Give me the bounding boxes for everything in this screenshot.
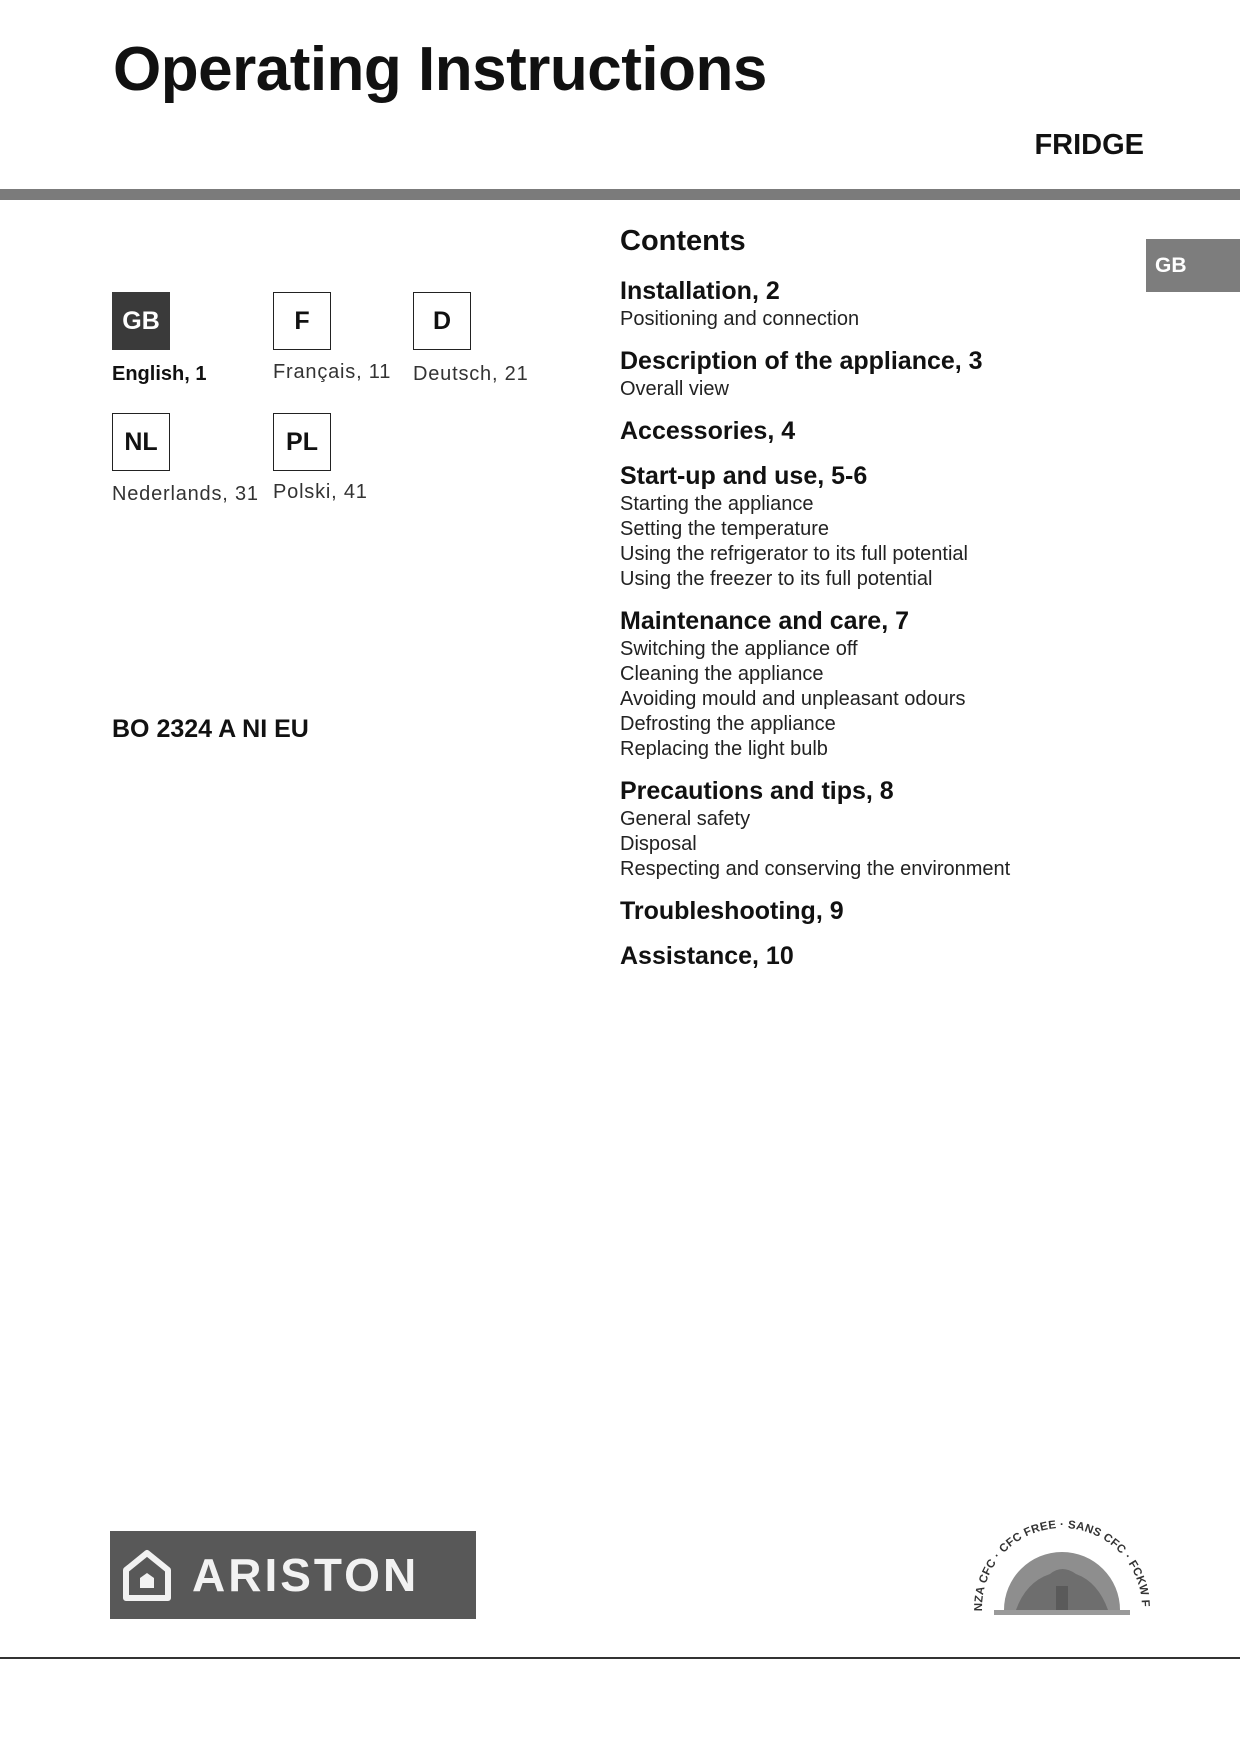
toc-item: Overall view — [620, 377, 729, 400]
seal-text: NZA CFC · CFC FREE · SANS CFC · FCKW F — [972, 1518, 1152, 1612]
language-label-f: Français, 11 — [273, 361, 392, 383]
toc-item: Replacing the light bulb — [620, 737, 828, 760]
model-number: BO 2324 A NI EU — [112, 715, 309, 743]
toc-title: Precautions and tips, 8 — [620, 776, 894, 805]
language-tab: GB — [1146, 239, 1240, 292]
language-label-pl: Polski, 41 — [273, 481, 368, 503]
contents-heading: Contents — [620, 225, 746, 257]
toc-item: Switching the appliance off — [620, 637, 858, 660]
page-title: Operating Instructions — [113, 35, 767, 104]
cfc-free-seal — [968, 1512, 1156, 1622]
toc-section-accessories — [620, 416, 1140, 447]
toc-item: Using the refrigerator to its full potential — [620, 542, 968, 565]
toc-section-installation — [620, 276, 1140, 332]
house-icon — [122, 1548, 172, 1602]
language-label-gb: English, 1 — [112, 363, 207, 385]
toc-item: General safety — [620, 807, 751, 830]
table-of-contents — [620, 224, 1140, 986]
toc-item: Disposal — [620, 832, 697, 855]
toc-section-assistance — [620, 941, 1140, 972]
toc-title: Assistance, 10 — [620, 941, 794, 970]
toc-section-startup — [620, 461, 1140, 592]
header-divider — [0, 189, 1240, 200]
language-box-d: D — [413, 292, 471, 350]
language-box-nl: NL — [112, 413, 170, 471]
toc-item: Respecting and conserving the environment — [620, 857, 1011, 880]
ariston-logo — [110, 1531, 476, 1619]
language-label-nl: Nederlands, 31 — [112, 483, 259, 505]
cfc-free-tree-icon — [968, 1512, 1156, 1622]
toc-item: Setting the temperature — [620, 517, 830, 540]
toc-title: Installation, 2 — [620, 276, 780, 305]
language-label-d: Deutsch, 21 — [413, 363, 529, 385]
footer-divider — [0, 1657, 1240, 1659]
toc-title: Start-up and use, 5-6 — [620, 461, 868, 490]
toc-title: Maintenance and care, 7 — [620, 606, 910, 635]
toc-item: Starting the appliance — [620, 492, 814, 515]
toc-item: Using the freezer to its full potential — [620, 567, 933, 590]
language-box-gb: GB — [112, 292, 170, 350]
toc-item: Cleaning the appliance — [620, 662, 824, 685]
toc-title: Description of the appliance, 3 — [620, 346, 983, 375]
toc-title: Accessories, 4 — [620, 416, 796, 445]
toc-section-precautions — [620, 776, 1140, 882]
toc-section-description — [620, 346, 1140, 402]
toc-item: Defrosting the appliance — [620, 712, 836, 735]
toc-section-troubleshooting — [620, 896, 1140, 927]
toc-item: Avoiding mould and unpleasant odours — [620, 687, 966, 710]
toc-item: Positioning and connection — [620, 307, 860, 330]
language-box-f: F — [273, 292, 331, 350]
brand-name: ARISTON — [192, 1549, 420, 1601]
product-type: FRIDGE — [1034, 129, 1144, 161]
toc-section-maintenance — [620, 606, 1140, 762]
language-box-pl: PL — [273, 413, 331, 471]
toc-title: Troubleshooting, 9 — [620, 896, 844, 925]
